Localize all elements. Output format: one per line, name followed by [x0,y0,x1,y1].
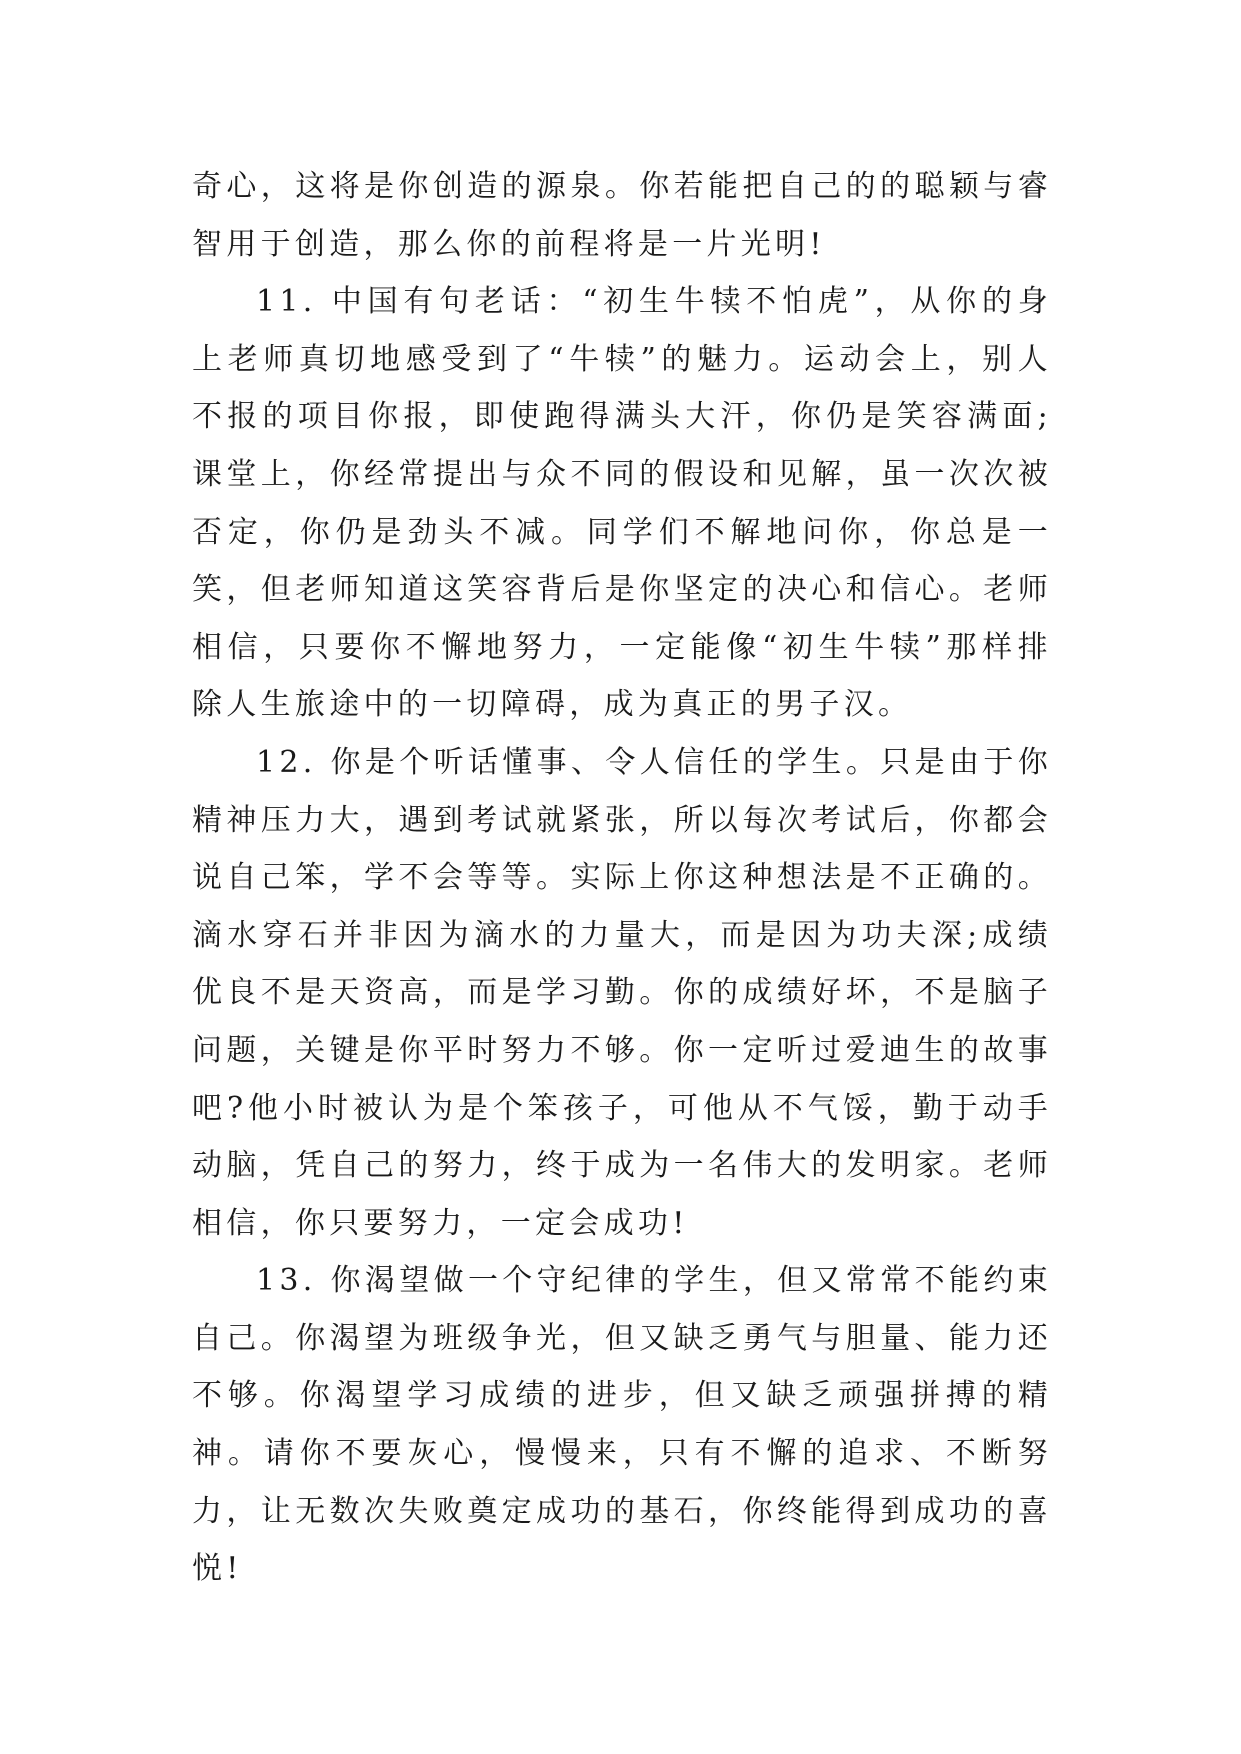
paragraph-continuation: 奇心，这将是你创造的源泉。你若能把自己的的聪颖与睿智用于创造，那么你的前程将是一片光明! [192,169,1052,262]
document-body [192,158,1052,1598]
paragraph-item-11: 11. 中国有句老话：“初生牛犊不怕虎”，从你的身上老师真切地感受到了“牛犊”的魅力。运动会上，别人不报的项目你报，即使跑得满头大汗，你仍是笑容满面;课堂上，你经常提出与众不同的假设和见解，虽一次次被否定，你仍是劲头不减。同学们不解地问你，你总是一笑，但老师知道这笑容背后是你坚定的决心和信心。老师相信，只要你不懈地努力，一定能像“初生牛犊”那样排除人生旅途中的一切障碍，成为真正的男子汉。 [192,284,1052,723]
paragraph-item-13: 13. 你渴望做一个守纪律的学生，但又常常不能约束自己。你渴望为班级争光，但又缺乏勇气与胆量、能力还不够。你渴望学习成绩的进步，但又缺乏顽强拼搏的精神。请你不要灰心，慢慢来，只有不懈的追求、不断努力，让无数次失败奠定成功的基石，你终能得到成功的喜悦! [192,1263,1052,1587]
paragraph-item-12: 12. 你是个听话懂事、令人信任的学生。只是由于你精神压力大，遇到考试就紧张，所以每次考试后，你都会说自己笨，学不会等等。实际上你这种想法是不正确的。滴水穿石并非因为滴水的力量大，而是因为功夫深;成绩优良不是天资高，而是学习勤。你的成绩好坏，不是脑子问题，关键是你平时努力不够。你一定听过爱迪生的故事吧?他小时被认为是个笨孩子，可他从不气馁，勤于动手动脑，凭自己的努力，终于成为一名伟大的发明家。老师相信，你只要努力，一定会成功! [192,744,1052,1241]
